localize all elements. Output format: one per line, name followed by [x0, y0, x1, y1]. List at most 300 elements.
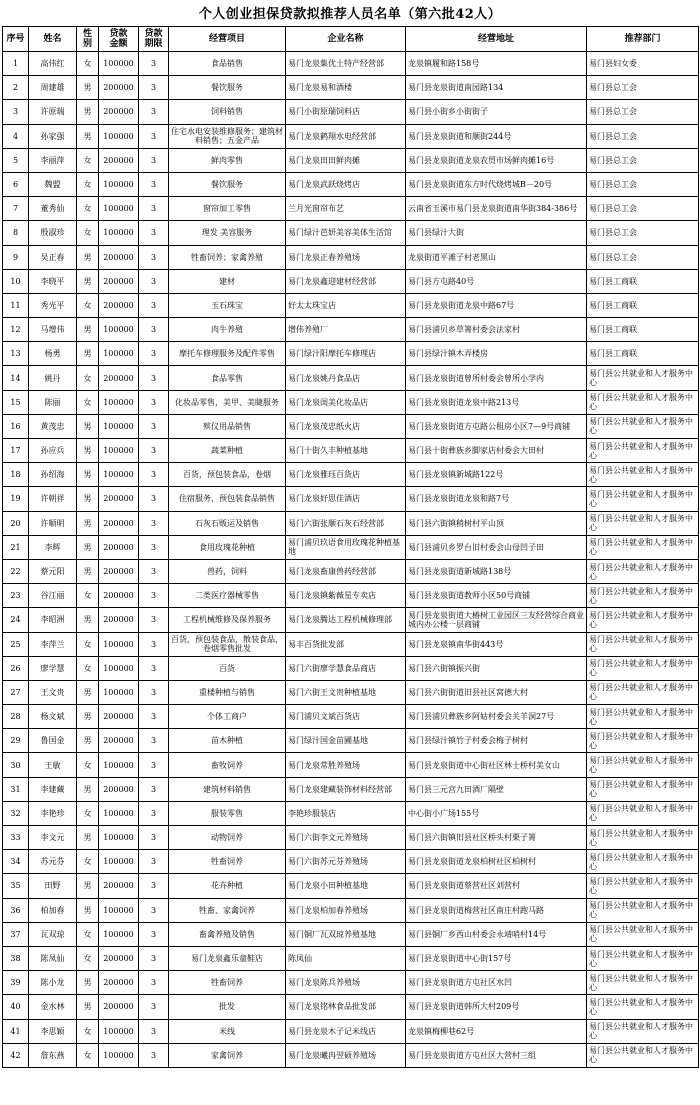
cell-department: 易门县总工会 — [587, 100, 699, 124]
cell-company: 易门龙泉鹤翔水电经营部 — [286, 124, 406, 148]
cell-company: 易门龙泉常胜养殖场 — [286, 753, 406, 777]
cell-gender: 女 — [77, 946, 99, 970]
cell-name: 殷淑珍 — [29, 221, 77, 245]
cell-company: 易门龙泉茂忠纸火店 — [286, 414, 406, 438]
cell-gender: 男 — [77, 826, 99, 850]
cell-index: 26 — [3, 656, 29, 680]
cell-index: 36 — [3, 898, 29, 922]
cell-business: 重楼种植与销售 — [169, 680, 286, 704]
cell-index: 31 — [3, 777, 29, 801]
col-header-name: 姓名 — [29, 27, 77, 52]
cell-loan-term: 3 — [139, 1043, 169, 1067]
cell-company: 易门龙泉雅珏百货店 — [286, 463, 406, 487]
table-row — [3, 439, 699, 463]
cell-name: 李文元 — [29, 826, 77, 850]
cell-index: 2 — [3, 76, 29, 100]
cell-index: 37 — [3, 922, 29, 946]
table-row — [3, 100, 699, 124]
cell-index: 21 — [3, 535, 29, 559]
table-row — [3, 342, 699, 366]
table-row — [3, 245, 699, 269]
cell-business: 牲畜饲养 — [169, 850, 286, 874]
cell-index: 4 — [3, 124, 29, 148]
cell-address: 易门县龙泉街道龙泉柏树社区柏树村 — [406, 850, 587, 874]
cell-loan-term: 3 — [139, 850, 169, 874]
cell-address: 易门县小街乡小街街子 — [406, 100, 587, 124]
cell-address: 易门县龙泉镇南华街443号 — [406, 632, 587, 656]
cell-business: 摩托车修理服务及配件零售 — [169, 342, 286, 366]
table-row — [3, 850, 699, 874]
cell-gender: 女 — [77, 922, 99, 946]
cell-address: 易门县方屯路40号 — [406, 269, 587, 293]
cell-loan-amount: 100000 — [99, 898, 139, 922]
cell-name: 田野 — [29, 874, 77, 898]
cell-index: 5 — [3, 148, 29, 172]
table-row — [3, 584, 699, 608]
cell-department: 易门县公共就业和人才服务中心 — [587, 463, 699, 487]
table-row — [3, 511, 699, 535]
cell-loan-amount: 200000 — [99, 100, 139, 124]
document-title: 个人创业担保贷款拟推荐人员名单（第六批42人） — [198, 7, 502, 22]
cell-department: 易门县公共就业和人才服务中心 — [587, 366, 699, 390]
cell-loan-amount: 100000 — [99, 318, 139, 342]
cell-index: 24 — [3, 608, 29, 632]
cell-loan-amount: 200000 — [99, 777, 139, 801]
cell-loan-amount: 100000 — [99, 197, 139, 221]
cell-loan-term: 3 — [139, 777, 169, 801]
cell-loan-amount: 100000 — [99, 850, 139, 874]
cell-name: 李辉 — [29, 535, 77, 559]
cell-loan-amount: 200000 — [99, 874, 139, 898]
cell-business: 个体工商户 — [169, 705, 286, 729]
cell-company: 易门龙泉柏加春养殖场 — [286, 898, 406, 922]
cell-business: 牲畜饲养；家禽养殖 — [169, 245, 286, 269]
cell-loan-term: 3 — [139, 342, 169, 366]
cell-address: 中心街小广场155号 — [406, 801, 587, 825]
cell-loan-amount: 100000 — [99, 1043, 139, 1067]
cell-business: 理发 美容服务 — [169, 221, 286, 245]
cell-name: 鲁国金 — [29, 729, 77, 753]
cell-business: 住宿服务，预包装食品销售 — [169, 487, 286, 511]
cell-business: 兽药，饲料 — [169, 559, 286, 583]
cell-loan-amount: 200000 — [99, 995, 139, 1019]
cell-business: 米线 — [169, 1019, 286, 1043]
cell-loan-term: 3 — [139, 608, 169, 632]
cell-loan-amount: 200000 — [99, 535, 139, 559]
cell-gender: 男 — [77, 342, 99, 366]
table-row — [3, 971, 699, 995]
cell-loan-amount: 100000 — [99, 124, 139, 148]
col-header-department: 推荐部门 — [587, 27, 699, 52]
cell-business: 殡仪用品销售 — [169, 414, 286, 438]
cell-address: 易门县龙泉街道梅营社区南庄村跑马路 — [406, 898, 587, 922]
cell-name: 陈丽 — [29, 390, 77, 414]
cell-gender: 男 — [77, 269, 99, 293]
cell-loan-term: 3 — [139, 1019, 169, 1043]
cell-company: 易丰百货批发部 — [286, 632, 406, 656]
cell-address: 易门县六街镇振兴街 — [406, 656, 587, 680]
cell-name: 孙家强 — [29, 124, 77, 148]
cell-index: 19 — [3, 487, 29, 511]
cell-name: 许朝祥 — [29, 487, 77, 511]
cell-gender: 女 — [77, 293, 99, 317]
cell-index: 16 — [3, 414, 29, 438]
cell-loan-term: 3 — [139, 826, 169, 850]
table-row — [3, 76, 699, 100]
cell-gender: 男 — [77, 124, 99, 148]
cell-index: 41 — [3, 1019, 29, 1043]
cell-address: 易门县龙泉街道和顺街244号 — [406, 124, 587, 148]
table-row — [3, 753, 699, 777]
cell-index: 1 — [3, 52, 29, 76]
cell-loan-term: 3 — [139, 148, 169, 172]
cell-loan-amount: 100000 — [99, 922, 139, 946]
cell-loan-term: 3 — [139, 511, 169, 535]
cell-department: 易门县公共就业和人才服务中心 — [587, 850, 699, 874]
cell-index: 30 — [3, 753, 29, 777]
cell-company: 易门县龙泉木子记米线店 — [286, 1019, 406, 1043]
cell-loan-term: 3 — [139, 197, 169, 221]
cell-address: 易门县龙泉街道龙泉中路67号 — [406, 293, 587, 317]
cell-department: 易门县公共就业和人才服务中心 — [587, 414, 699, 438]
cell-gender: 男 — [77, 318, 99, 342]
cell-name: 吴正春 — [29, 245, 77, 269]
table-row — [3, 680, 699, 704]
cell-address: 龙泉镇履和路158号 — [406, 52, 587, 76]
cell-gender: 女 — [77, 52, 99, 76]
cell-company: 易门六街张顺石灰石经营部 — [286, 511, 406, 535]
cell-gender: 男 — [77, 971, 99, 995]
cell-address: 云南省玉溪市易门县龙泉街道南华街384-386号 — [406, 197, 587, 221]
cell-business: 饲料销售 — [169, 100, 286, 124]
cell-department: 易门县公共就业和人才服务中心 — [587, 801, 699, 825]
cell-company: 易门龙泉镇紫薇星专卖店 — [286, 584, 406, 608]
cell-index: 35 — [3, 874, 29, 898]
cell-business: 餐饮服务 — [169, 172, 286, 196]
col-header-loan-amount: 贷款 金额 — [99, 27, 139, 52]
cell-gender: 男 — [77, 608, 99, 632]
cell-loan-amount: 100000 — [99, 414, 139, 438]
cell-loan-amount: 200000 — [99, 946, 139, 970]
cell-loan-term: 3 — [139, 753, 169, 777]
table-row — [3, 1019, 699, 1043]
cell-address: 易门县龙泉街道龙泉中路213号 — [406, 390, 587, 414]
cell-department: 易门县公共就业和人才服务中心 — [587, 753, 699, 777]
cell-loan-amount: 200000 — [99, 366, 139, 390]
cell-name: 周建雄 — [29, 76, 77, 100]
table-row — [3, 705, 699, 729]
cell-index: 33 — [3, 826, 29, 850]
cell-address: 易门县龙泉镇新城路122号 — [406, 463, 587, 487]
cell-gender: 男 — [77, 705, 99, 729]
cell-loan-amount: 100000 — [99, 52, 139, 76]
cell-index: 10 — [3, 269, 29, 293]
cell-business: 批发 — [169, 995, 286, 1019]
cell-address: 易门县龙泉街道中心街社区林士桥村美女山 — [406, 753, 587, 777]
cell-business: 动物饲养 — [169, 826, 286, 850]
cell-business: 食品销售 — [169, 52, 286, 76]
cell-name: 魏盟 — [29, 172, 77, 196]
table-row — [3, 124, 699, 148]
cell-gender: 女 — [77, 753, 99, 777]
col-header-business: 经营项目 — [169, 27, 286, 52]
cell-name: 詹东燕 — [29, 1043, 77, 1067]
cell-index: 3 — [3, 100, 29, 124]
cell-loan-amount: 100000 — [99, 656, 139, 680]
cell-department: 易门县工商联 — [587, 318, 699, 342]
cell-gender: 男 — [77, 439, 99, 463]
table-row — [3, 777, 699, 801]
cell-address: 易门县绿汁大街 — [406, 221, 587, 245]
cell-name: 杨勇 — [29, 342, 77, 366]
cell-company: 易门绿汁芭妍美容美体生活馆 — [286, 221, 406, 245]
cell-company: 兰月光窗帘布艺 — [286, 197, 406, 221]
cell-loan-term: 3 — [139, 366, 169, 390]
cell-gender: 女 — [77, 1043, 99, 1067]
table-row — [3, 52, 699, 76]
cell-loan-term: 3 — [139, 245, 169, 269]
col-header-index: 序号 — [3, 27, 29, 52]
cell-business: 苗木种植 — [169, 729, 286, 753]
cell-loan-term: 3 — [139, 76, 169, 100]
cell-address: 易门县龙泉街道南园路134 — [406, 76, 587, 100]
table-row — [3, 535, 699, 559]
cell-company: 易门龙泉好思佳酒店 — [286, 487, 406, 511]
cell-business: 二类医疗器械零售 — [169, 584, 286, 608]
cell-loan-amount: 100000 — [99, 439, 139, 463]
cell-company: 易门龙泉曦冉翌硕养殖场 — [286, 1043, 406, 1067]
table-row — [3, 946, 699, 970]
cell-business: 化妆品零售，美甲、美睫服务 — [169, 390, 286, 414]
cell-company: 易门龙泉易和酒楼 — [286, 76, 406, 100]
cell-business: 易门龙泉鑫乐童鞋店 — [169, 946, 286, 970]
cell-index: 9 — [3, 245, 29, 269]
cell-name: 廖学慧 — [29, 656, 77, 680]
cell-loan-amount: 100000 — [99, 753, 139, 777]
cell-loan-term: 3 — [139, 874, 169, 898]
cell-index: 6 — [3, 172, 29, 196]
cell-business: 建材 — [169, 269, 286, 293]
cell-gender: 男 — [77, 680, 99, 704]
cell-loan-amount: 100000 — [99, 390, 139, 414]
cell-gender: 女 — [77, 584, 99, 608]
cell-loan-amount: 200000 — [99, 511, 139, 535]
cell-business: 畜牧饲养 — [169, 753, 286, 777]
cell-gender: 女 — [77, 197, 99, 221]
cell-department: 易门县公共就业和人才服务中心 — [587, 922, 699, 946]
cell-loan-term: 3 — [139, 729, 169, 753]
cell-address: 易门县六街镇旧县社区桥头村栗子箐 — [406, 826, 587, 850]
cell-index: 23 — [3, 584, 29, 608]
cell-name: 谷江丽 — [29, 584, 77, 608]
table-row — [3, 318, 699, 342]
cell-department: 易门县公共就业和人才服务中心 — [587, 874, 699, 898]
cell-department: 易门县公共就业和人才服务中心 — [587, 1043, 699, 1067]
cell-loan-term: 3 — [139, 172, 169, 196]
cell-gender: 女 — [77, 632, 99, 656]
cell-company: 易门龙泉陈兵养殖场 — [286, 971, 406, 995]
cell-loan-term: 3 — [139, 801, 169, 825]
cell-loan-term: 3 — [139, 293, 169, 317]
cell-gender: 男 — [77, 463, 99, 487]
cell-name: 李丽萍 — [29, 148, 77, 172]
cell-gender: 女 — [77, 366, 99, 390]
col-header-address: 经营地址 — [406, 27, 587, 52]
table-row — [3, 197, 699, 221]
cell-loan-term: 3 — [139, 269, 169, 293]
cell-loan-amount: 200000 — [99, 971, 139, 995]
cell-loan-term: 3 — [139, 390, 169, 414]
cell-index: 14 — [3, 366, 29, 390]
cell-gender: 男 — [77, 995, 99, 1019]
cell-index: 40 — [3, 995, 29, 1019]
cell-index: 11 — [3, 293, 29, 317]
cell-department: 易门县总工会 — [587, 148, 699, 172]
table-header-row — [3, 27, 699, 52]
cell-address: 易门县六街街道旧县社区窝德大村 — [406, 680, 587, 704]
cell-name: 柏加春 — [29, 898, 77, 922]
cell-loan-amount: 100000 — [99, 826, 139, 850]
cell-gender: 男 — [77, 76, 99, 100]
cell-department: 易门县公共就业和人才服务中心 — [587, 971, 699, 995]
cell-address: 易门县龙泉街道龙泉农贸市场鲜肉摊16号 — [406, 148, 587, 172]
cell-gender: 男 — [77, 535, 99, 559]
cell-department: 易门县总工会 — [587, 221, 699, 245]
cell-department: 易门县公共就业和人才服务中心 — [587, 390, 699, 414]
table-row — [3, 366, 699, 390]
cell-loan-term: 3 — [139, 439, 169, 463]
cell-department: 易门县公共就业和人才服务中心 — [587, 946, 699, 970]
cell-gender: 男 — [77, 487, 99, 511]
cell-name: 瓦双琼 — [29, 922, 77, 946]
cell-loan-amount: 100000 — [99, 342, 139, 366]
cell-loan-term: 3 — [139, 898, 169, 922]
cell-business: 百货，预包装食品，散装食品，卷烟零售批发 — [169, 632, 286, 656]
cell-business: 百货 — [169, 656, 286, 680]
cell-index: 29 — [3, 729, 29, 753]
table-row — [3, 414, 699, 438]
cell-business: 窗帘加工零售 — [169, 197, 286, 221]
cell-gender: 男 — [77, 777, 99, 801]
cell-address: 易门县龙泉街道韩所大村209号 — [406, 995, 587, 1019]
cell-name: 陈凤仙 — [29, 946, 77, 970]
table-row — [3, 826, 699, 850]
cell-loan-amount: 200000 — [99, 148, 139, 172]
cell-index: 17 — [3, 439, 29, 463]
cell-index: 15 — [3, 390, 29, 414]
cell-company: 易门绿汁国金苗圃基地 — [286, 729, 406, 753]
cell-index: 22 — [3, 559, 29, 583]
cell-address: 易门县龙泉街道教师小区50号商铺 — [406, 584, 587, 608]
cell-name: 李萍兰 — [29, 632, 77, 656]
cell-address: 易门县龙泉街道大椿树工业园区三友经营综合商业城内办公楼一层商铺 — [406, 608, 587, 632]
cell-loan-term: 3 — [139, 680, 169, 704]
cell-loan-amount: 100000 — [99, 221, 139, 245]
cell-index: 28 — [3, 705, 29, 729]
table-row — [3, 801, 699, 825]
table-row — [3, 874, 699, 898]
cell-loan-amount: 100000 — [99, 172, 139, 196]
cell-company: 李艳珍服装店 — [286, 801, 406, 825]
cell-address: 易门县龙泉街道曾所村委会曾所小学内 — [406, 366, 587, 390]
cell-loan-term: 3 — [139, 487, 169, 511]
cell-name: 黄茂忠 — [29, 414, 77, 438]
cell-name: 董秀仙 — [29, 197, 77, 221]
cell-department: 易门县公共就业和人才服务中心 — [587, 898, 699, 922]
cell-loan-term: 3 — [139, 971, 169, 995]
cell-company: 易门龙泉正春养殖场 — [286, 245, 406, 269]
cell-loan-term: 3 — [139, 946, 169, 970]
cell-loan-amount: 100000 — [99, 680, 139, 704]
cell-loan-amount: 200000 — [99, 584, 139, 608]
cell-address: 易门县龙泉街道中心街157号 — [406, 946, 587, 970]
cell-loan-term: 3 — [139, 922, 169, 946]
cell-department: 易门县公共就业和人才服务中心 — [587, 535, 699, 559]
cell-loan-term: 3 — [139, 559, 169, 583]
cell-company: 易门龙泉武跃烧烤店 — [286, 172, 406, 196]
cell-name: 李晓平 — [29, 269, 77, 293]
cell-name: 许原瑞 — [29, 100, 77, 124]
cell-loan-amount: 100000 — [99, 632, 139, 656]
cell-business: 花卉种植 — [169, 874, 286, 898]
cell-department: 易门县总工会 — [587, 124, 699, 148]
cell-name: 孙绍海 — [29, 463, 77, 487]
cell-company: 易门六街廖学慧食品商店 — [286, 656, 406, 680]
cell-name: 李建藏 — [29, 777, 77, 801]
cell-company: 易门龙泉集优土特产经营部 — [286, 52, 406, 76]
cell-loan-term: 3 — [139, 705, 169, 729]
cell-address: 易门县龙泉街道方屯社区水凹 — [406, 971, 587, 995]
cell-address: 易门县龙泉街道方屯路公租房小区7—9号商铺 — [406, 414, 587, 438]
cell-loan-amount: 200000 — [99, 293, 139, 317]
cell-name: 苏元芬 — [29, 850, 77, 874]
cell-loan-amount: 200000 — [99, 245, 139, 269]
cell-name: 孙应兵 — [29, 439, 77, 463]
cell-gender: 女 — [77, 148, 99, 172]
table-body — [3, 52, 699, 1068]
cell-business: 服装零售 — [169, 801, 286, 825]
cell-company: 易门龙泉田田鲜肉摊 — [286, 148, 406, 172]
cell-department: 易门县公共就业和人才服务中心 — [587, 680, 699, 704]
cell-gender: 男 — [77, 100, 99, 124]
cell-business: 肉牛养殖 — [169, 318, 286, 342]
cell-name: 陈小龙 — [29, 971, 77, 995]
cell-gender: 女 — [77, 390, 99, 414]
cell-department: 易门县公共就业和人才服务中心 — [587, 439, 699, 463]
cell-loan-term: 3 — [139, 221, 169, 245]
cell-index: 13 — [3, 342, 29, 366]
cell-department: 易门县公共就业和人才服务中心 — [587, 632, 699, 656]
cell-address: 易门县龙泉街道方屯社区大营村三组 — [406, 1043, 587, 1067]
cell-loan-term: 3 — [139, 463, 169, 487]
cell-loan-term: 3 — [139, 124, 169, 148]
cell-name: 王敏 — [29, 753, 77, 777]
cell-department: 易门县公共就业和人才服务中心 — [587, 511, 699, 535]
table-row — [3, 995, 699, 1019]
cell-address: 龙泉街道平滩子村老黑山 — [406, 245, 587, 269]
cell-department: 易门县总工会 — [587, 245, 699, 269]
cell-company: 易门龙泉腾达工程机械修理部 — [286, 608, 406, 632]
cell-company: 易门六街苏元芬养殖场 — [286, 850, 406, 874]
cell-company: 易门龙泉铭林食品批发部 — [286, 995, 406, 1019]
table-row — [3, 608, 699, 632]
cell-loan-amount: 100000 — [99, 1019, 139, 1043]
cell-address: 易门县绿汁镇竹子村委会梅子树村 — [406, 729, 587, 753]
cell-loan-term: 3 — [139, 414, 169, 438]
cell-department: 易门县公共就业和人才服务中心 — [587, 729, 699, 753]
cell-department: 易门县总工会 — [587, 172, 699, 196]
table-row — [3, 922, 699, 946]
